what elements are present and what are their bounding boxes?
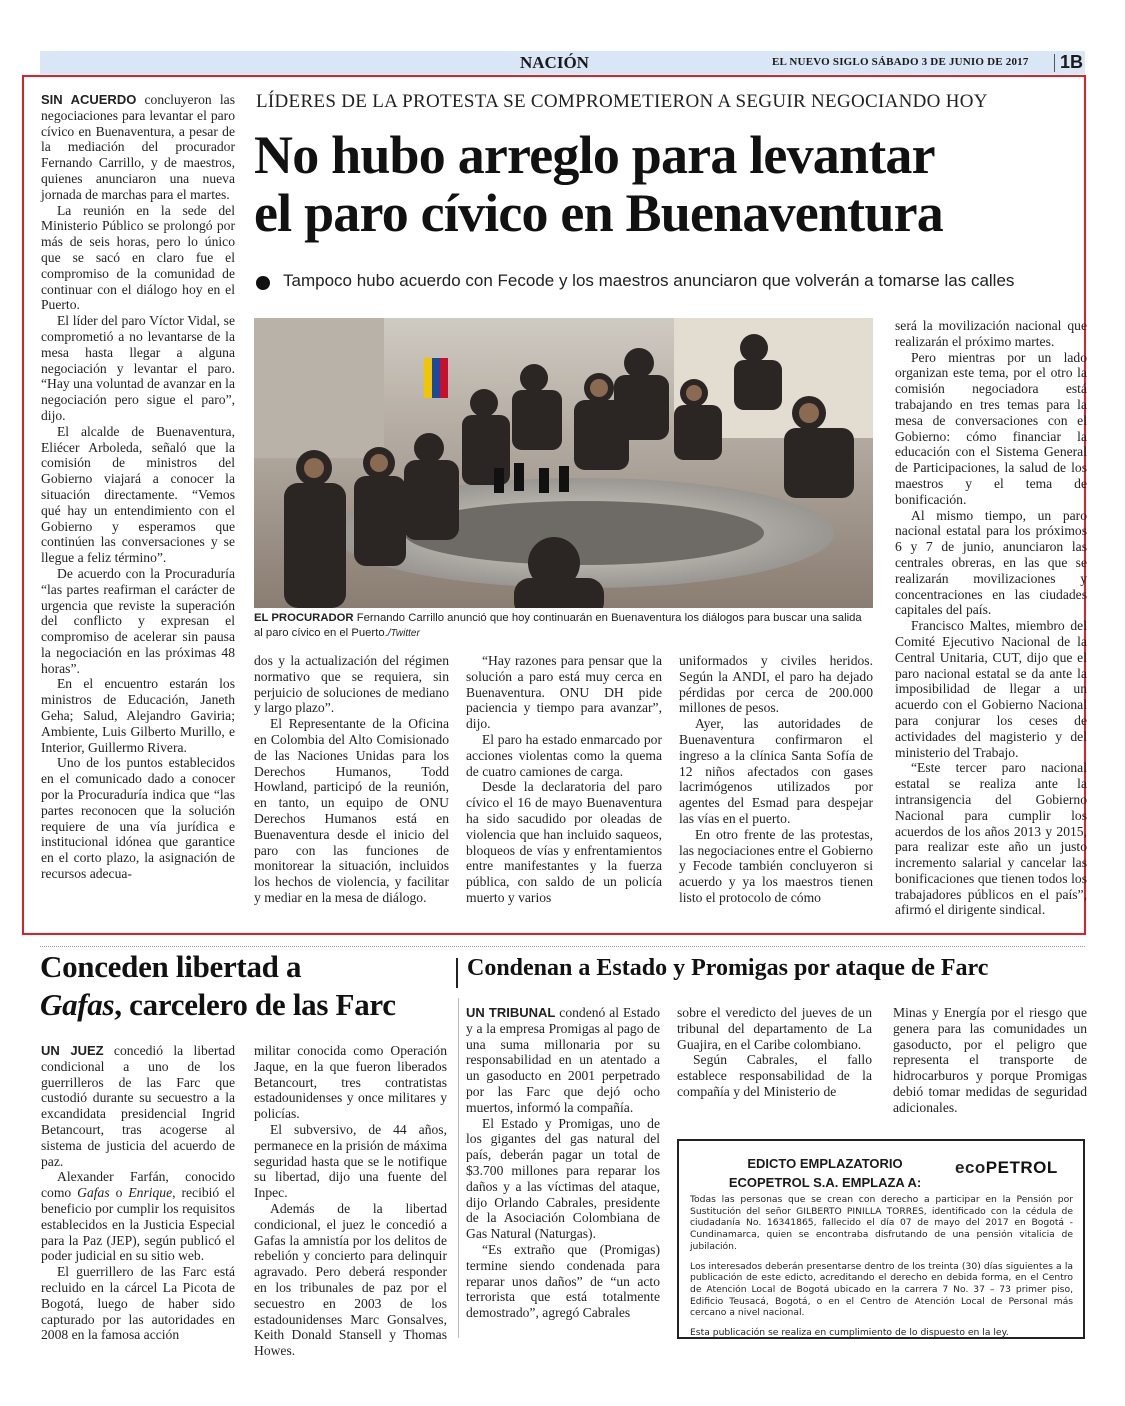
promigas-article-column-1: UN TRIBUNAL condenó al Estado y a la empresa Promigas al pago de una suma millonaria por su responsabilidad en un atentado a un gasoducto en 2001 perpetrado por las Farc que dejó ocho muertos, informó la compañía. El Estado y Promigas, uno de los gigantes del gas natural del país, deberán pagar un total de $3.700 millones para reparar los daños y a las víctimas del ataque, dijo Orlando Cabrales, presidente de la Asociación Colombiana de Gas Natural (Naturgas). “Es extraño que (Promigas) termine siendo condenada para reparar unos daños” de “un acto terrorista que está totalmente demostrado”, agregó Cabrales <box>466 1005 660 1321</box>
main-article-column-5: será la movilización nacional que realizarán el próximo martes. Pero mientras por un lado organizan este tema, por el otro la comisión negociadora está trabajando en tres temas para la mesa de conversaciones con el Gobierno: cómo financiar la educación con el Sistema General de Participaciones, la salud de los maestros y el tema de bonificación. Al mismo tiempo, un paro nacional estatal para los próximos 6 y 7 de junio, anunciaron las centrales obreras, en las que se realizarán movilizaciones y concentraciones en las ciudades capitales del país. Francisco Maltes, miembro del Comité Ejecutivo Nacional de la Central Unitaria, CUT, dijo que el paro nacional estatal se da ante la imposibilidad de llegar a un acuerdo con el Gobierno Nacional para conjurar los ceses de actividades del magisterio y del ministerio del Trabajo. “Este tercer paro nacional estatal se realiza ante la intransigencia del Gobierno Nacional para cumplir los acuerdos de los años 2013 y 2015, para realizar este año un justo incremento salarial y cancelar las bonificaciones que tienen todos los trabajadores públicos en el país”, afirmó el dirigente sindical. <box>895 318 1087 918</box>
lead-word: UN TRIBUNAL <box>466 1005 556 1020</box>
article-headline <box>254 126 1074 242</box>
newspaper-date-line: EL NUEVO SIGLO SÁBADO 3 DE JUNIO DE 2017 <box>772 56 1029 68</box>
headline-rule <box>456 958 458 988</box>
page-number: 1B <box>1060 52 1084 72</box>
main-article-column-3: “Hay razones para pensar que la solución a paro está muy cerca en Buenaventura. ONU DH pide paciencia y tiempo para avanzar”, dijo. El paro ha estado enmarcado por acciones violentas como la quema de cuatro camiones de carga. Desde la declaratoria del paro cívico el 16 de mayo Buenaventura ha sido sacudido por oleadas de violencia que han incluido saqueos, bloqueos de vías y enfrentamientos entre manifestantes y la fuerza pública, con saldo de un policía muerto y varios <box>466 653 662 905</box>
bullet-icon <box>256 276 270 290</box>
headline-line-2: el paro cívico en Buenaventura <box>254 183 943 243</box>
meeting-photo <box>254 318 873 608</box>
legal-notice-body: Todas las personas que se crean con derecho a participar en la Pensión por Sustitución del señor GILBERTO PINILLA TORRES, identificado con la cédula de ciudadanía No. 16341865, fallecido el día 07 de mayo del 2017 en Bogotá - Cundinamarca, quien se encontraba disfrutando de una pensión vitalicia de jubilación. Los interesados deberán presentarse dentro de los treinta (30) días siguientes a la publicación de este edicto, acreditando el derecho en debida forma, en el Centro de Atención Local de Bogotá ubicado en la carrera 7 No. 37 – 73 primer piso, Edificio Teusacá, Bogotá, o en el Centro de Atención Local de Personal más cercano a nivel nacional. Esta publicación se realiza en cumplimiento de lo dispuesto en la ley. <box>690 1194 1073 1339</box>
section-divider <box>40 946 1085 947</box>
caption-label: EL PROCURADOR <box>254 612 354 624</box>
main-article-column-2: dos y la actualización del régimen normativo que se requiera, sin perjuicio de soluciones de mediano y largo plazo”. El Representante de la Oficina en Colombia del Alto Comisionado de las Naciones Unidas para los Derechos Humanos, Todd Howland, participó de la reunión, en tanto, un equipo de ONU Derechos Humanos está en Buenaventura desde el inicio del paro con las funciones de monitorear la situación, incluidos los hechos de violencia, y facilitar y mediar en la mesa de diálogo. <box>254 653 449 905</box>
article-kicker: LÍDERES DE LA PROTESTA SE COMPROMETIERON A SEGUIR NEGOCIANDO HOY <box>256 91 988 112</box>
column-divider <box>458 998 459 1338</box>
farc-article-headline: Conceden libertad a Gafas, carcelero de las Farc <box>40 949 396 1022</box>
lead-word: SIN ACUERDO <box>41 92 137 107</box>
farc-article-column-1: UN JUEZ concedió la libertad condicional a uno de los guerrilleros de las Farc que custodió durante su secuestro a la excandidata presidencial Ingrid Betancourt, tras acogerse al sistema de justicia del acuerdo de paz. Alexander Farfán, conocido como Gafas o Enrique, recibió el beneficio por cumplir los requisitos establecidos en la Justicia Especial para la Paz (JEP), según publicó el poder judicial en su sitio web. El guerrillero de las Farc está recluido en la cárcel La Picota de Bogotá, luego de haber sido capturado por las autoridades en 2008 en la famosa acción <box>41 1043 236 1343</box>
article-subhead: Tampoco hubo acuerdo con Fecode y los maestros anunciaron que volverán a tomarse las calles <box>283 271 1015 290</box>
photo-caption: EL PROCURADOR Fernando Carrillo anunció que hoy continuarán en Buenaventura los diálogos para buscar una salida al paro cívico en el Puerto./Twitter <box>254 612 862 639</box>
promigas-article-headline: Condenan a Estado y Promigas por ataque de Farc <box>467 955 989 981</box>
section-name: NACIÓN <box>520 53 589 72</box>
lead-word: UN JUEZ <box>41 1043 104 1058</box>
ecopetrol-logo: ecoPETROL <box>955 1158 1058 1177</box>
promigas-article-column-3: Minas y Energía por el riesgo que genera para las comunidades un gasoducto, por el peligro que representa el transporte de hidrocarburos y porque Promigas debió tomar medidas de seguridad adicionales. <box>893 1005 1087 1115</box>
farc-article-column-2: militar conocida como Operación Jaque, en la que fueron liberados Betancourt, tres contratistas estadounidenses y once militares y policías. El subversivo, de 44 años, permanece en la prisión de máxima seguridad hasta que se le notifique su libertad, dijo una fuente del Inpec. Además de la libertad condicional, el juez le concedió a Gafas la amnistía por los delitos de rebelión y concierto para delinquir agravado. Pero deberá responder en los tribunales de paz por el secuestro en 2003 de los estadounidenses Marc Gonsalves, Keith Donald Stansell y Thomas Howes. <box>254 1043 447 1359</box>
main-article-column-1: SIN ACUERDO concluyeron las negociaciones para levantar el paro cívico en Buenaventura, a pesar de la mediación del procurador Fernando Carrillo, y de maestros, quienes anunciaron una nueva jornada de marchas para el martes. La reunión en la sede del Ministerio Público se prolongó por más de seis horas, pero lo único que se sacó en claro fue el compromiso de la comunidad de continuar con el diálogo hoy en el Puerto. El líder del paro Víctor Vidal, se comprometió a no levantarse de la mesa hasta llegar a alguna negociación y levantar el paro. “Hay una voluntad de avanzar en la negociación pero sigue el paro”, dijo. El alcalde de Buenaventura, Eliécer Arboleda, señaló que la comisión de ministros del Gobierno viajará a conocer la situación directamente. “Vemos qué hay un entendimiento con el Gobierno y esperamos que continúen las conversaciones y se llegue a feliz término”. De acuerdo con la Procuraduría “las partes reafirman el carácter de urgencia que reviste la superación del conflicto y expresan el compromiso de acelerar sin pausa la negociación en las próximas 48 horas”. En el encuentro estarán los ministros de Educación, Janeth Geha; Salud, Alejandro Gaviria; Ambiente, Luis Gilberto Murillo, e Interior, Guillermo Rivera. Uno de los puntos establecidos en el comunicado dado a conocer por la Procuraduría indica que “las partes reconocen que la solución requiere de una vía jurídica e institucional idónea que garantice en el corto plazo, la asignación de recursos adecua- <box>41 92 235 882</box>
headline-line-1: No hubo arreglo para levantar <box>254 125 935 185</box>
main-article-column-4: uniformados y civiles heridos. Según la ANDI, el paro ha dejado pérdidas por cerca de 200.000 millones de pesos. Ayer, las autoridades de Buenaventura confirmaron el ingreso a la clínica Santa Sofía de 12 niños afectados con gases lacrimógenos utilizados por agentes del Esmad para despejar las vías en el puerto. En otro frente de las protestas, las negociaciones entre el Gobierno y Fecode también concluyeron si acuerdo y ya los maestros tienen listo el protocolo de cómo <box>679 653 874 905</box>
promigas-article-column-2: sobre el veredicto del jueves de un tribunal del departamento de La Guajira, en el Caribe colombiano. Según Cabrales, el fallo establece responsabilidad de la compañía y del Ministerio de <box>677 1005 872 1099</box>
photo-credit: /Twitter <box>387 628 420 639</box>
article-photo <box>254 318 873 608</box>
legal-notice-title: EDICTO EMPLAZATORIO ECOPETROL S.A. EMPLAZA A: <box>728 1156 922 1190</box>
header-divider <box>1054 54 1055 72</box>
